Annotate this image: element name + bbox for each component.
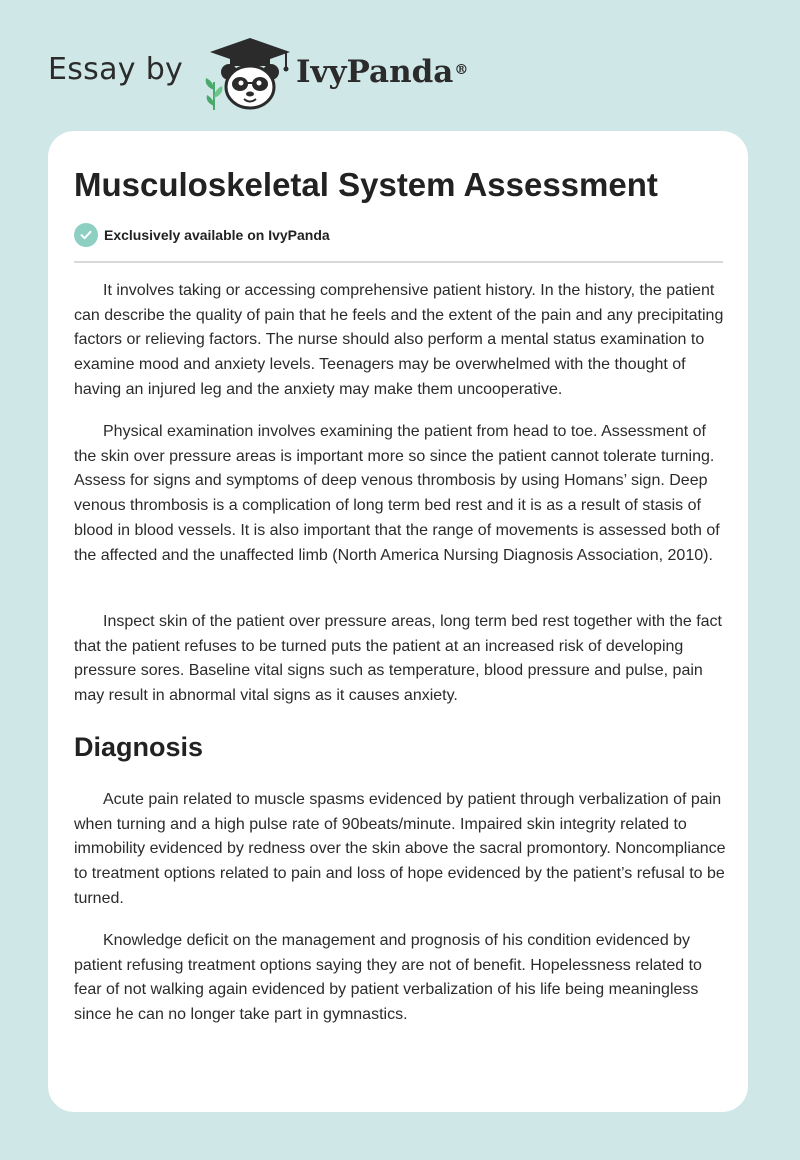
article-card bbox=[48, 131, 748, 1112]
essay-by-label: Essay by bbox=[48, 52, 184, 87]
registered-mark: ® bbox=[454, 62, 469, 78]
exclusive-badge bbox=[74, 223, 330, 247]
check-icon bbox=[74, 223, 98, 247]
article-title: Musculoskeletal System Assessment bbox=[74, 166, 658, 203]
exclusive-label: Exclusively available on IvyPanda bbox=[104, 227, 330, 243]
title-divider bbox=[74, 261, 723, 263]
body-paragraph-1: It involves taking or accessing comprehensive patient history. In the history, the patient can describe the quality of pain that he feels and the extent of the pain and any precipitating factors or relieving factors. The nurse should also perform a mental status examination to examine mood and anxiety levels. Teenagers may be overwhelmed with the thought of having an injured leg and the anxiety may make them uncooperative. bbox=[74, 282, 724, 398]
brand-logo-text[interactable] bbox=[296, 52, 468, 92]
site-header bbox=[0, 0, 800, 120]
diagnosis-paragraph-1: Acute pain related to muscle spasms evidenced by patient through verbalization of pain when turning and a high pulse rate of 90beats/minute. Impaired skin integrity related to immobility evidenced by redness over the skin above the sacral promontory. Noncompliance to treatment options related to pain and loss of hope evidenced by the patient’s refusal to be turned. bbox=[74, 791, 726, 907]
body-paragraph-3: Inspect skin of the patient over pressure areas, long term bed rest together with the fact that the patient refuses to be turned puts the patient at an increased risk of developing pressure sores. Baseline vital signs such as temperature, blood pressure and pulse, pain may result in abnormal vital signs as it causes anxiety. bbox=[74, 613, 722, 705]
panda-graduate-logo-icon[interactable] bbox=[200, 36, 292, 110]
brand-name: IvyPanda bbox=[296, 54, 454, 90]
diagnosis-heading: Diagnosis bbox=[74, 732, 204, 762]
diagnosis-paragraph-2: Knowledge deficit on the management and prognosis of his condition evidenced by patient refusing treatment options saying they are not of benefit. Hopelessness related to fear of not walking again evidenced by patient verbalization of his life being meaningless since he can no longer take part in gymnastics. bbox=[74, 932, 702, 1024]
body-paragraph-2: Physical examination involves examining the patient from head to toe. Assessment of the skin over pressure areas is important more so since the patient cannot tolerate turning. Assess for signs and symptoms of deep venous thrombosis by using Homans’ sign. Deep venous thrombosis is a complication of long term bed rest and it is as a result of stasis of blood in blood vessels. It is also important that the range of movements is assessed both of the affected and the unaffected limb (North America Nursing Diagnosis Association, 2010). bbox=[74, 423, 720, 564]
